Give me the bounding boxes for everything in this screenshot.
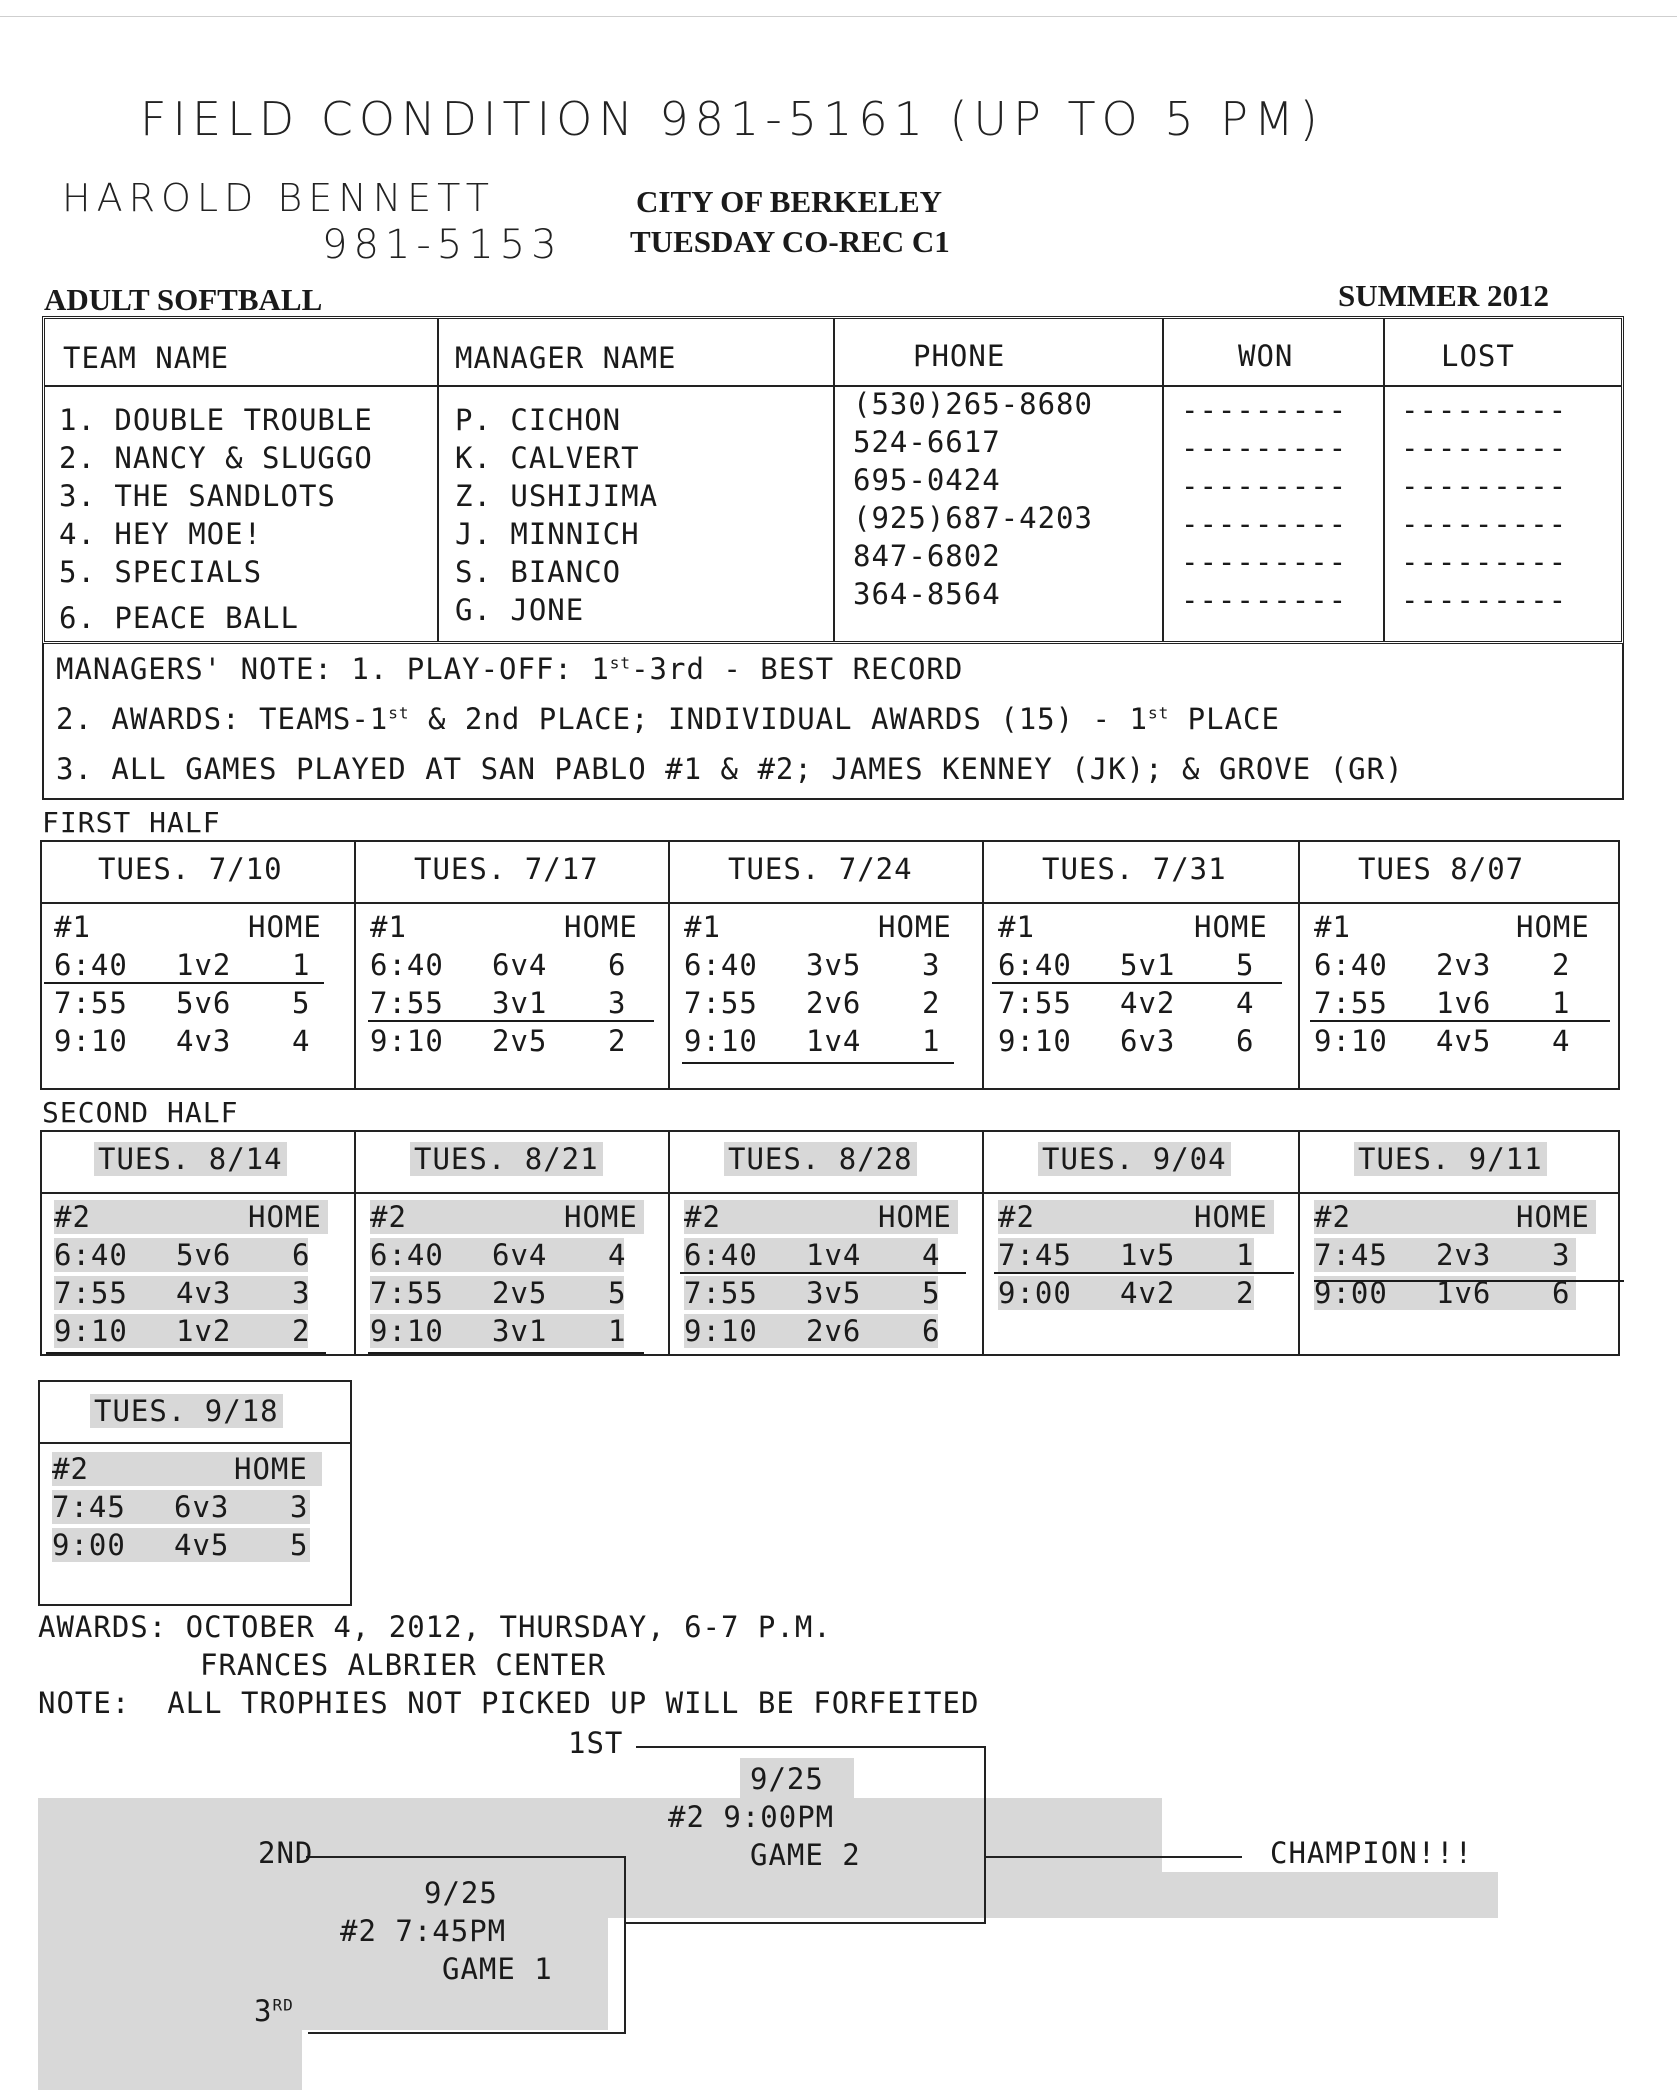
handwritten-underline bbox=[1314, 1280, 1624, 1282]
phone-5: 847-6802 bbox=[853, 539, 1001, 573]
week-date: TUES. 8/21 bbox=[410, 1142, 603, 1176]
bracket-shade-band-1 bbox=[38, 1798, 1162, 1874]
note-line-3: 3. ALL GAMES PLAYED AT SAN PABLO #1 & #2; JAMES KENNEY (JK); & GROVE (GR) bbox=[56, 752, 1404, 786]
won-blank-1: --------- bbox=[1181, 393, 1348, 427]
week-date: TUES. 7/24 bbox=[728, 852, 913, 886]
week-header: #2 HOME bbox=[54, 1200, 328, 1234]
week-date: TUES. 7/17 bbox=[414, 852, 599, 886]
week-header: #2 HOME bbox=[370, 1200, 644, 1234]
game-row: 7:55 2v6 2 bbox=[684, 986, 941, 1020]
game-row: 9:00 4v2 2 bbox=[998, 1276, 1255, 1310]
lost-blank-5: --------- bbox=[1401, 545, 1568, 579]
week-cell-second-half-1 bbox=[40, 1130, 354, 1356]
game-row: 6:40 2v3 2 bbox=[1314, 948, 1571, 982]
bracket-line-final-vertical bbox=[984, 1746, 986, 1922]
lost-blank-2: --------- bbox=[1401, 431, 1568, 465]
game-row: 6:40 6v4 6 bbox=[370, 948, 627, 982]
column-team-name: TEAM NAME bbox=[63, 341, 230, 375]
awards-line-2: FRANCES ALBRIER CENTER bbox=[200, 1648, 607, 1682]
game-row: 9:10 4v5 4 bbox=[1314, 1024, 1571, 1058]
team-row-1: 1. DOUBLE TROUBLE bbox=[59, 403, 373, 437]
phone-3: 695-0424 bbox=[853, 463, 1001, 497]
won-blank-4: --------- bbox=[1181, 507, 1348, 541]
champion-label: CHAMPION!!! bbox=[1270, 1836, 1474, 1870]
game-row: 6:40 3v5 3 bbox=[684, 948, 941, 982]
game-row: 7:55 3v1 3 bbox=[370, 986, 627, 1020]
team-row-6: 6. PEACE BALL bbox=[59, 601, 299, 635]
column-manager-name: MANAGER NAME bbox=[455, 341, 677, 375]
bracket-line-2nd bbox=[306, 1856, 626, 1858]
week-cell-first-half-5 bbox=[1298, 840, 1622, 1090]
game2-time: #2 9:00PM bbox=[668, 1800, 835, 1834]
extra-week-game-1: 7:45 6v3 3 bbox=[52, 1490, 309, 1524]
bracket-line-3rd bbox=[308, 2032, 626, 2034]
game-row: 7:45 2v3 3 bbox=[1314, 1238, 1576, 1272]
won-blank-6: --------- bbox=[1181, 583, 1348, 617]
week-header: #1 HOME bbox=[684, 910, 952, 944]
sport-title: ADULT SOFTBALL bbox=[44, 282, 323, 317]
bracket-shade-band-4 bbox=[38, 2030, 302, 2090]
game1-date: 9/25 bbox=[424, 1876, 498, 1910]
week-date: TUES. 9/04 bbox=[1038, 1142, 1231, 1176]
week-header: #1 HOME bbox=[1314, 910, 1590, 944]
handwritten-contact-name: HAROLD BENNETT bbox=[62, 176, 495, 220]
week-date: TUES 8/07 bbox=[1358, 852, 1525, 886]
handwritten-underline bbox=[992, 982, 1282, 984]
game-row: 9:10 4v3 4 bbox=[54, 1024, 311, 1058]
week-date: TUES. 9/11 bbox=[1354, 1142, 1547, 1176]
league-name: TUESDAY CO-REC C1 bbox=[630, 224, 950, 259]
week-cell-first-half-3 bbox=[668, 840, 984, 1090]
won-blank-3: --------- bbox=[1181, 469, 1348, 503]
week-header: #1 HOME bbox=[54, 910, 322, 944]
handwritten-underline bbox=[682, 1062, 954, 1064]
bracket-shade-band-2 bbox=[38, 1872, 1498, 1918]
game-row: 9:10 2v5 2 bbox=[370, 1024, 627, 1058]
note-line-1: MANAGERS' NOTE: 1. PLAY-OFF: 1st-3rd - BEST RECORD bbox=[56, 652, 964, 686]
extra-week-game-2: 9:00 4v5 5 bbox=[52, 1528, 309, 1562]
roster-table bbox=[42, 316, 1624, 644]
manager-1: P. CICHON bbox=[455, 403, 622, 437]
manager-6: G. JONE bbox=[455, 593, 585, 627]
game-row: 9:10 1v4 1 bbox=[684, 1024, 941, 1058]
lost-blank-1: --------- bbox=[1401, 393, 1568, 427]
week-date: TUES. 8/14 bbox=[94, 1142, 287, 1176]
handwritten-underline bbox=[368, 1020, 654, 1022]
week-header: #1 HOME bbox=[998, 910, 1268, 944]
week-cell-second-half-5 bbox=[1298, 1130, 1622, 1356]
week-header: #2 HOME bbox=[684, 1200, 958, 1234]
game-row: 7:45 1v5 1 bbox=[998, 1238, 1255, 1272]
week-cell-first-half-2 bbox=[354, 840, 670, 1090]
note-line-2: 2. AWARDS: TEAMS-1st & 2nd PLACE; INDIVIDUAL AWARDS (15) - 1st PLACE bbox=[56, 702, 1280, 736]
game-row: 6:40 5v6 6 bbox=[54, 1238, 311, 1272]
column-phone: PHONE bbox=[913, 339, 1006, 373]
extra-week-box bbox=[38, 1380, 352, 1606]
manager-5: S. BIANCO bbox=[455, 555, 622, 589]
awards-note: NOTE: ALL TROPHIES NOT PICKED UP WILL BE FORFEITED bbox=[38, 1686, 980, 1720]
first-half-label: FIRST HALF bbox=[42, 806, 221, 839]
week-date: TUES. 8/28 bbox=[724, 1142, 917, 1176]
phone-4: (925)687-4203 bbox=[853, 501, 1093, 535]
game-row: 9:00 1v6 6 bbox=[1314, 1276, 1576, 1310]
manager-3: Z. USHIJIMA bbox=[455, 479, 659, 513]
bracket-line-semi-out bbox=[624, 1922, 986, 1924]
bracket-3rd-label: 3RD bbox=[254, 1994, 294, 2028]
game-row: 9:10 1v2 2 bbox=[54, 1314, 311, 1348]
lost-blank-3: --------- bbox=[1401, 469, 1568, 503]
week-cell-first-half-4 bbox=[982, 840, 1300, 1090]
bracket-1st-label: 1ST bbox=[568, 1726, 624, 1760]
lost-blank-6: --------- bbox=[1401, 583, 1568, 617]
game1-time: #2 7:45PM bbox=[340, 1914, 507, 1948]
game-row: 7:55 4v3 3 bbox=[54, 1276, 311, 1310]
game-row: 6:40 6v4 4 bbox=[370, 1238, 627, 1272]
handwritten-underline bbox=[368, 1352, 644, 1354]
handwritten-underline bbox=[994, 1272, 1294, 1274]
managers-notes bbox=[42, 644, 1624, 800]
game-row: 7:55 1v6 1 bbox=[1314, 986, 1571, 1020]
phone-1: (530)265-8680 bbox=[853, 387, 1093, 421]
handwritten-underline bbox=[46, 1352, 326, 1354]
game-row: 9:10 3v1 1 bbox=[370, 1314, 627, 1348]
team-row-2: 2. NANCY & SLUGGO bbox=[59, 441, 373, 475]
game-row: 6:40 1v4 4 bbox=[684, 1238, 941, 1272]
lost-blank-4: --------- bbox=[1401, 507, 1568, 541]
bracket-2nd-label: 2ND bbox=[258, 1836, 314, 1870]
column-lost: LOST bbox=[1441, 339, 1515, 373]
bracket-line-semi-vertical bbox=[624, 1856, 626, 2034]
handwritten-field-condition: FIELD CONDITION 981-5161 (UP TO 5 PM) bbox=[140, 92, 1324, 146]
game1-label: GAME 1 bbox=[442, 1952, 553, 1986]
game-row: 9:10 6v3 6 bbox=[998, 1024, 1255, 1058]
week-header: #1 HOME bbox=[370, 910, 638, 944]
bracket-line-1st bbox=[636, 1746, 986, 1748]
team-row-3: 3. THE SANDLOTS bbox=[59, 479, 336, 513]
city-name: CITY OF BERKELEY bbox=[636, 184, 943, 219]
second-half-label: SECOND HALF bbox=[42, 1096, 239, 1129]
bracket-line-champion bbox=[984, 1856, 1242, 1858]
game2-label: GAME 2 bbox=[750, 1838, 861, 1872]
week-header: #2 HOME bbox=[998, 1200, 1274, 1234]
phone-2: 524-6617 bbox=[853, 425, 1001, 459]
game-row: 6:40 1v2 1 bbox=[54, 948, 311, 982]
week-cell-second-half-3 bbox=[668, 1130, 984, 1356]
handwritten-contact-phone: 981-5153 bbox=[322, 222, 563, 268]
week-cell-second-half-4 bbox=[982, 1130, 1300, 1356]
game-row: 7:55 5v6 5 bbox=[54, 986, 311, 1020]
game2-date: 9/25 bbox=[750, 1762, 824, 1796]
game-row: 7:55 3v5 5 bbox=[684, 1276, 941, 1310]
extra-week-header: #2 HOME bbox=[52, 1452, 322, 1486]
extra-week-date: TUES. 9/18 bbox=[90, 1394, 283, 1428]
manager-2: K. CALVERT bbox=[455, 441, 640, 475]
awards-line-1: AWARDS: OCTOBER 4, 2012, THURSDAY, 6-7 P.M. bbox=[38, 1610, 832, 1644]
handwritten-underline bbox=[1310, 1020, 1610, 1022]
won-blank-2: --------- bbox=[1181, 431, 1348, 465]
season-title: SUMMER 2012 bbox=[1338, 278, 1549, 313]
game-row: 9:10 2v6 6 bbox=[684, 1314, 941, 1348]
week-cell-second-half-2 bbox=[354, 1130, 670, 1356]
handwritten-underline bbox=[44, 982, 324, 984]
game-row: 7:55 4v2 4 bbox=[998, 986, 1255, 1020]
handwritten-underline bbox=[680, 1272, 966, 1274]
won-blank-5: --------- bbox=[1181, 545, 1348, 579]
week-cell-first-half-1 bbox=[40, 840, 354, 1090]
week-header: #2 HOME bbox=[1314, 1200, 1596, 1234]
phone-6: 364-8564 bbox=[853, 577, 1001, 611]
week-date: TUES. 7/31 bbox=[1042, 852, 1227, 886]
manager-4: J. MINNICH bbox=[455, 517, 640, 551]
team-row-5: 5. SPECIALS bbox=[59, 555, 263, 589]
week-date: TUES. 7/10 bbox=[98, 852, 283, 886]
column-won: WON bbox=[1238, 339, 1294, 373]
game-row: 6:40 5v1 5 bbox=[998, 948, 1255, 982]
team-row-4: 4. HEY MOE! bbox=[59, 517, 263, 551]
scan-top-edge bbox=[0, 16, 1677, 17]
game-row: 7:55 2v5 5 bbox=[370, 1276, 627, 1310]
